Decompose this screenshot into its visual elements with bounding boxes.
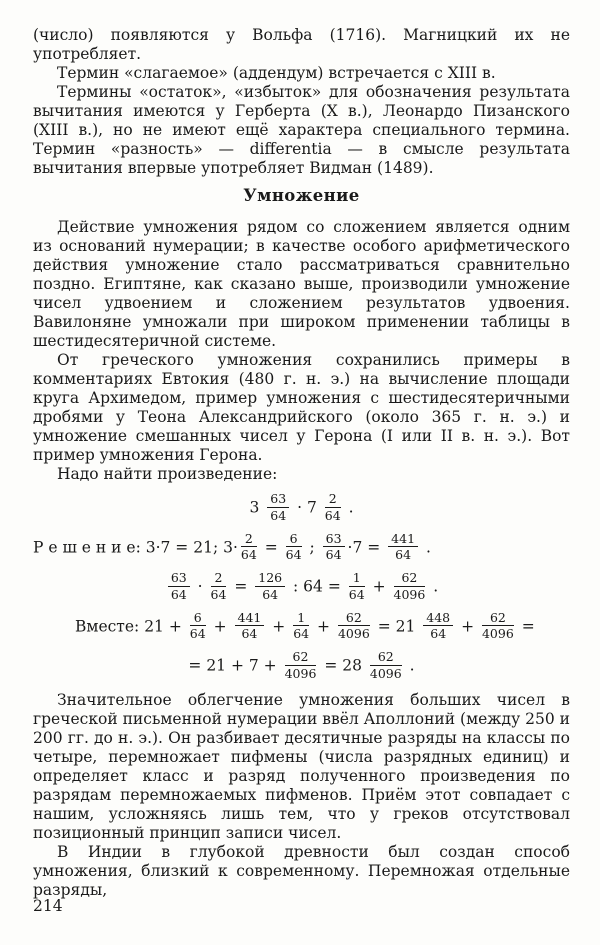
formula-solution-line: Р е ш е н и е: 3·7 = 21; 3· $\frac{2}{64}$ = $\frac{6}{64}$ ; $\frac{63}{64}$ ·7 = $\frac{441}{64}$ . [33, 530, 431, 563]
paragraph-task-statement: Надо найти произведение: [57, 465, 278, 483]
paragraph-addendum-term: Термин «слагаемое» (аддендум) встречается с XIII в. [57, 64, 496, 82]
fraction: $\frac{63}{64}$ [267, 492, 289, 523]
formula-together-line-2: = 21 + 7 + $\frac{62}{4096}$ = 28 $\frac{62}{4096}$ . [188, 649, 415, 681]
fraction: $\frac{2}{64}$ [324, 491, 341, 523]
fraction: $\frac{6}{64}$ [285, 530, 302, 563]
fraction: $\frac{62}{4096}$ [393, 570, 426, 602]
fraction: $\frac{63}{64}$ [168, 571, 190, 602]
fraction: $\frac{62}{4096}$ [369, 649, 402, 681]
fraction: $\frac{62}{4096}$ [337, 609, 370, 642]
paragraph-wolf-magnitsky: (число) появляются у Вольфа (1716). Магницкий их не употребляет. [33, 26, 570, 63]
paragraph-subtraction-terms: Термины «остаток», «избыток» для обозначения результата вычитания имеются у Герберта (X в.), Леонардо Пизанского (XIII в.), но не имеют ещё характера специального термина. Термин «разность» — differentia — в смысле результата вычитания впервые употребляет Видман (1489). [33, 83, 570, 177]
formula-problem: 3 $\frac{63}{64}$ · 7 $\frac{2}{64}$ . [249, 491, 354, 523]
formula-product-step: $\frac{63}{64}$ · $\frac{2}{64}$ = $\frac{126}{64}$ : 64 = $\frac{1}{64}$ + $\frac{62}{4096}$ . [33, 572, 570, 603]
formula-together-line-1: Вместе: 21 + $\frac{6}{64}$ + $\frac{441}{64}$ + $\frac{1}{64}$ + $\frac{62}{4096}$ = 21 $\frac{448}{64}$ + $\frac{62}{4096}$ = [75, 609, 535, 642]
section-heading-multiplication: Умножение [243, 186, 360, 205]
fraction: $\frac{62}{4096}$ [284, 649, 317, 681]
fraction: $\frac{62}{4096}$ [481, 609, 514, 642]
page-number: 214 [33, 897, 63, 915]
fraction: $\frac{448}{64}$ [423, 611, 453, 642]
fraction: $\frac{441}{64}$ [235, 611, 265, 642]
fraction: $\frac{2}{64}$ [240, 530, 257, 563]
paragraph-apollonius: Значительное облегчение умножения больших чисел в греческой письменной нумерации ввёл Аполлоний (между 250 и 200 гг. до н. э.). Он разбивает десятичные разряды на классы по четыре, перемножает пифмены (числа разрядных единиц) и определяет класс и разряд полученного произведения по разрядам перемножаемых пифменов. Приём этот совпадает с нашим, усложняясь лишь тем, что у греков отсутствовал позиционный принцип записи чисел. [33, 690, 570, 842]
fraction: $\frac{1}{64}$ [348, 570, 365, 602]
fraction: $\frac{63}{64}$ [323, 532, 345, 563]
paragraph-india-method: В Индии в глубокой древности был создан способ умножения, близкий к современному. Перемножая отдельные разряды, [33, 842, 570, 899]
fraction: $\frac{441}{64}$ [388, 532, 418, 563]
paragraph-multiplication-intro: Действие умножения рядом со сложением является одним из оснований нумерации; в качестве особого арифметического действия умножение стало рассматриваться сравнительно поздно. Египтяне, как сказано выше, производили умножение чисел удвоением и сложением результатов удвоения. Вавилоняне умножали при широком применении таблицы в шестидесятеричной системе. [33, 218, 570, 350]
paragraph-greek-examples: От греческого умножения сохранились примеры в комментариях Евтокия (480 г. н. э.) на вычисление площади круга Архимедом, пример умножения с шестидесятеричными дробями у Теона Александрийского (около 365 г. н. э.) и умножение смешанных чисел у Герона (I или II в. н. э.). Вот пример умножения Герона. [33, 351, 570, 464]
fraction: $\frac{126}{64}$ [255, 571, 285, 602]
fraction: $\frac{6}{64}$ [189, 609, 206, 642]
fraction: $\frac{1}{64}$ [293, 609, 310, 642]
fraction: $\frac{2}{64}$ [210, 570, 227, 602]
